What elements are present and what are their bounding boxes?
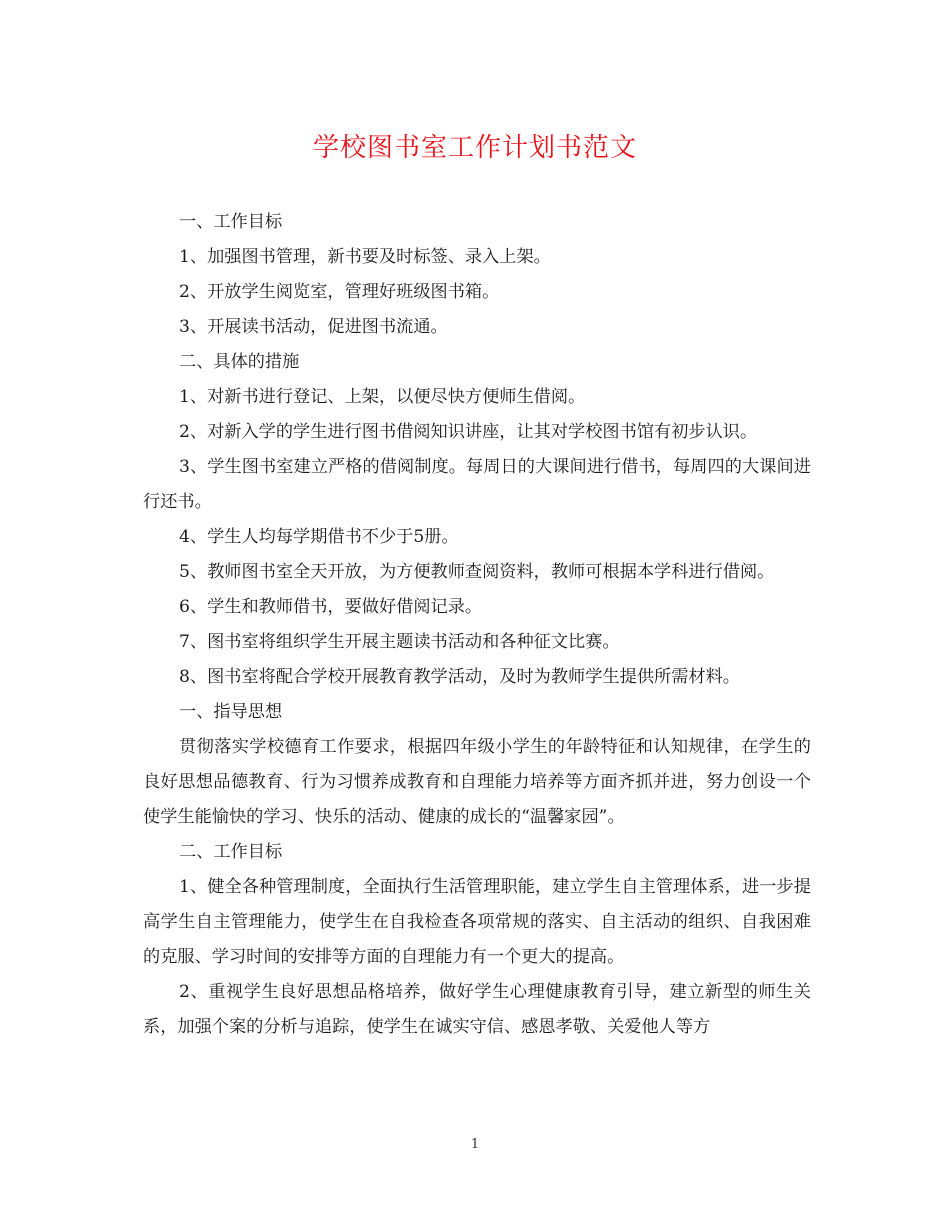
page-number: 1 bbox=[470, 1137, 480, 1152]
paragraph: 6、学生和教师借书，要做好借阅记录。 bbox=[179, 597, 483, 617]
paragraph: 7、图书室将组织学生开展主题读书活动和各种征文比赛。 bbox=[179, 632, 620, 652]
paragraph: 3、学生图书室建立严格的借阅制度。每周日的大课间进行借书，每周四的大课间进行还书。 bbox=[143, 457, 811, 512]
paragraph: 2、重视学生良好思想品格培养，做好学生心理健康教育引导，建立新型的师生关系，加强个案的分析与追踪，使学生在诚实守信、感恩孝敬、关爱他人等方 bbox=[143, 982, 811, 1037]
paragraph: 1、健全各种管理制度，全面执行生活管理职能，建立学生自主管理体系，进一步提高学生自主管理能力，使学生在自我检查各项常规的落实、自主活动的组织、自我困难的克服、学习时间的安排等方面的自理能力有一个更大的提高。 bbox=[143, 877, 811, 967]
paragraph: 贯彻落实学校德育工作要求，根据四年级小学生的年龄特征和认知规律，在学生的良好思想品德教育、行为习惯养成教育和自理能力培养等方面齐抓并进，努力创设一个使学生能愉快的学习、快乐的活动、健康的成长的“温馨家园”。 bbox=[143, 737, 811, 827]
paragraph: 2、对新入学的学生进行图书借阅知识讲座，让其对学校图书馆有初步认识。 bbox=[179, 422, 758, 442]
section-heading: 一、工作目标 bbox=[179, 212, 283, 232]
section-heading: 二、具体的措施 bbox=[179, 352, 300, 372]
paragraph: 8、图书室将配合学校开展教育教学活动，及时为教师学生提供所需材料。 bbox=[179, 667, 740, 687]
section-heading: 一、指导思想 bbox=[179, 702, 283, 722]
paragraph: 4、学生人均每学期借书不少于5册。 bbox=[179, 527, 459, 547]
document-title: 学校图书室工作计划书范文 bbox=[312, 133, 637, 163]
document-body bbox=[143, 205, 811, 1045]
paragraph: 5、教师图书室全天开放，为方便教师查阅资料，教师可根据本学科进行借阅。 bbox=[179, 562, 775, 582]
paragraph: 1、加强图书管理，新书要及时标签、录入上架。 bbox=[179, 247, 551, 267]
section-heading: 二、工作目标 bbox=[179, 842, 283, 862]
paragraph: 2、开放学生阅览室，管理好班级图书箱。 bbox=[179, 282, 500, 302]
paragraph: 3、开展读书活动，促进图书流通。 bbox=[179, 317, 448, 337]
paragraph: 1、对新书进行登记、上架，以便尽快方便师生借阅。 bbox=[179, 387, 586, 407]
